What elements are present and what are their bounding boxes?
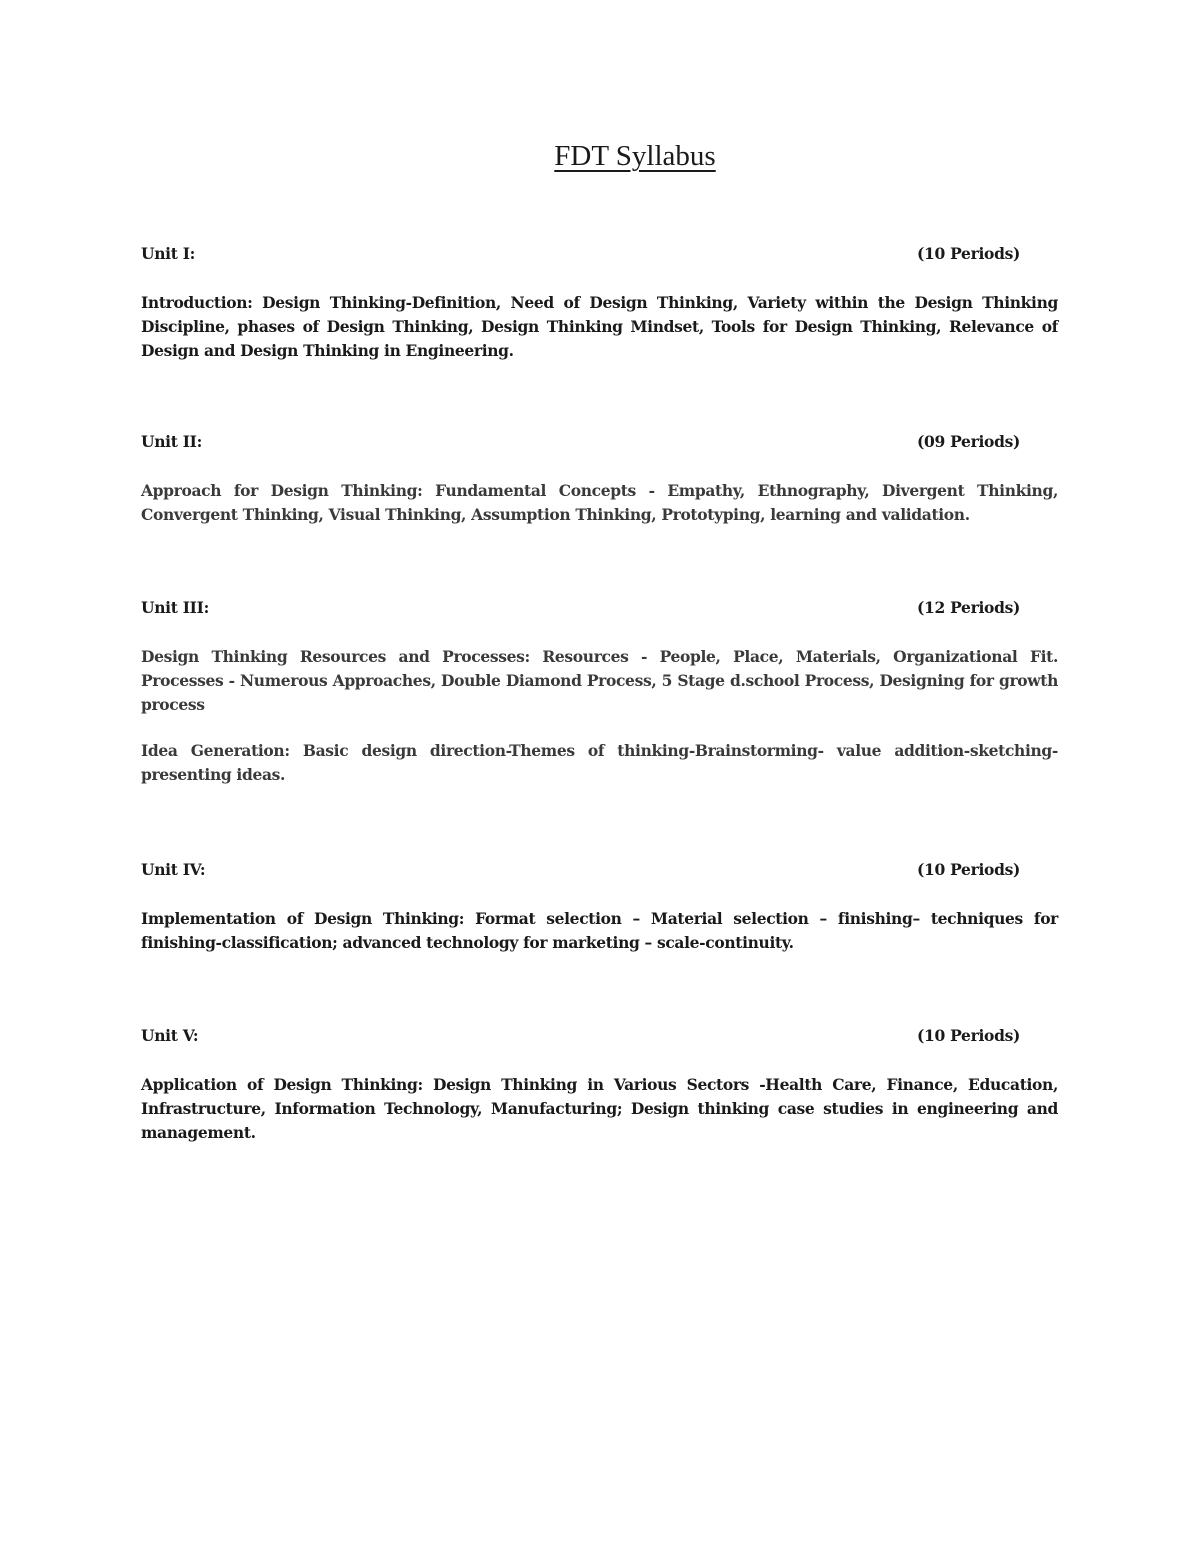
- unit-paragraph: Idea Generation: Basic design direction-Themes of thinking-Brainstorming- value addition-sketching-presenting ideas.: [141, 741, 1058, 784]
- unit-label: Unit V:: [141, 1026, 199, 1045]
- unit-header: [141, 244, 1058, 268]
- unit-paragraph: Application of Design Thinking: Design Thinking in Various Sectors -Health Care, Finance, Education, Infrastructure, Information Technology, Manufacturing; Design thinking case studies in engineering and management.: [141, 1075, 1058, 1142]
- unit-body: [141, 1073, 1058, 1145]
- unit-section-1: [141, 244, 1058, 363]
- unit-periods: (12 Periods): [917, 598, 1021, 617]
- unit-label: Unit II:: [141, 432, 203, 451]
- unit-label: Unit IV:: [141, 860, 206, 879]
- unit-section-5: [141, 1026, 1058, 1145]
- unit-section-3: [141, 598, 1058, 787]
- unit-body: [141, 907, 1058, 955]
- unit-periods: (10 Periods): [917, 860, 1021, 879]
- unit-paragraph: Introduction: Design Thinking-Definition, Need of Design Thinking, Variety within the Design Thinking Discipline, phases of Design Thinking, Design Thinking Mindset, Tools for Design Thinking, Relevance of Design and Design Thinking in Engineering.: [141, 293, 1058, 360]
- unit-periods: (10 Periods): [917, 1026, 1021, 1045]
- unit-label: Unit III:: [141, 598, 210, 617]
- unit-header: [141, 598, 1058, 622]
- unit-header: [141, 432, 1058, 456]
- unit-paragraph: Design Thinking Resources and Processes: Resources - People, Place, Materials, Organizational Fit. Processes - Numerous Approaches, Double Diamond Process, 5 Stage d.school Process, Designing for growth process: [141, 647, 1058, 714]
- unit-section-4: [141, 860, 1058, 955]
- unit-periods: (10 Periods): [917, 244, 1021, 263]
- page-title: FDT Syllabus: [554, 140, 716, 172]
- unit-body: [141, 645, 1058, 787]
- unit-label: Unit I:: [141, 244, 196, 263]
- unit-body: [141, 479, 1058, 527]
- unit-paragraph: Implementation of Design Thinking: Format selection – Material selection – finishing– techniques for finishing-classification; advanced technology for marketing – scale-continuity.: [141, 909, 1058, 952]
- unit-periods: (09 Periods): [917, 432, 1021, 451]
- unit-section-2: [141, 432, 1058, 527]
- unit-body: [141, 291, 1058, 363]
- unit-header: [141, 860, 1058, 884]
- unit-paragraph: Approach for Design Thinking: Fundamental Concepts - Empathy, Ethnography, Divergent Thinking, Convergent Thinking, Visual Thinking, Assumption Thinking, Prototyping, learning and validation.: [141, 481, 1058, 524]
- unit-header: [141, 1026, 1058, 1050]
